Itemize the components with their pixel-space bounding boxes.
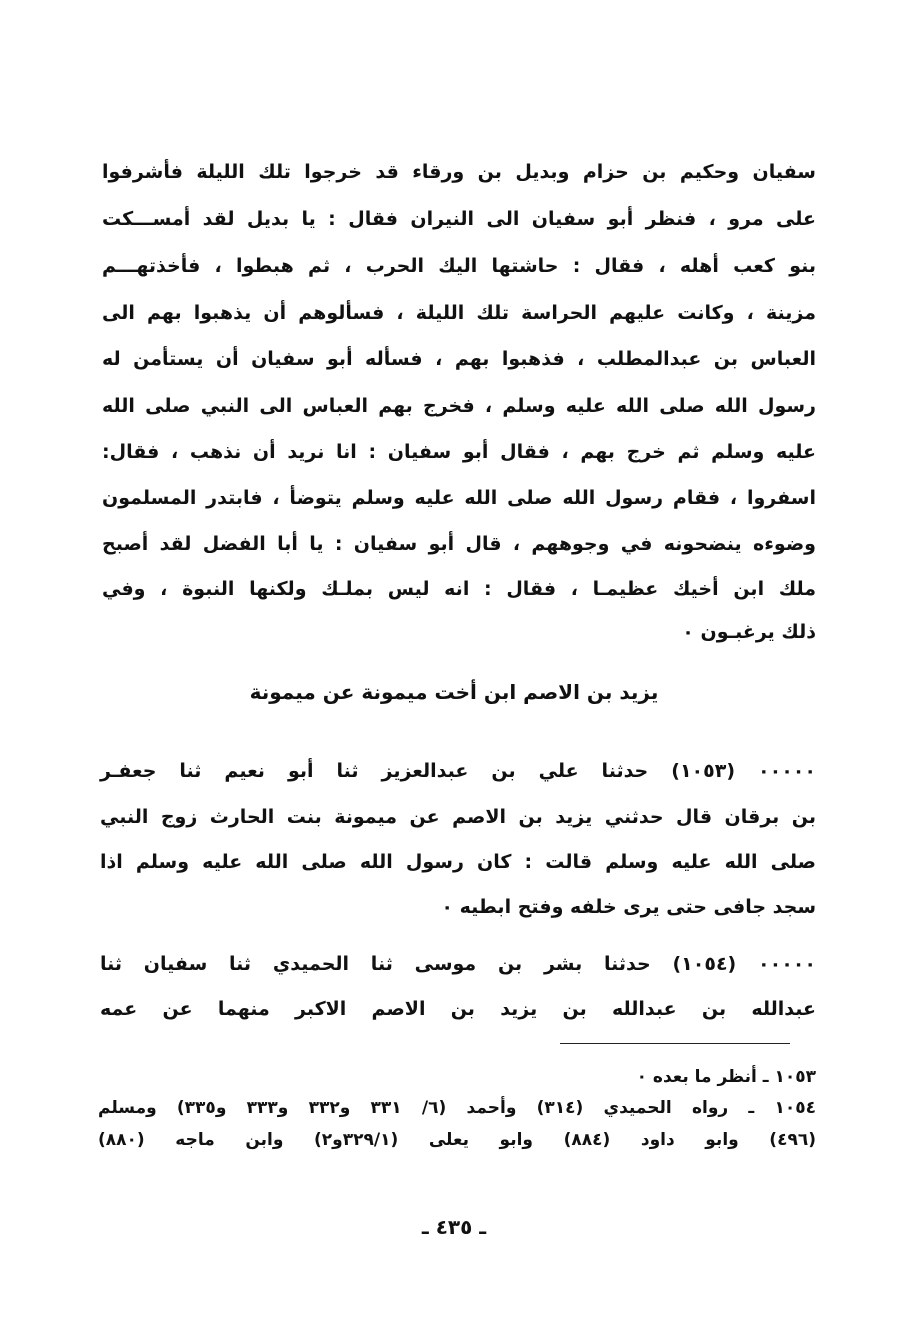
- text-line: اسفروا ، فقام رسول الله صلى الله عليه وسلم يتوضأ ، فابتدر المسلمون: [102, 487, 816, 509]
- text-line: مزينة ، وكانت عليهم الحراسة تلك الليلة ، فسألوهم أن يذهبوا بهم الى: [102, 302, 816, 324]
- footnote-1054-continued: (٤٩٦) وابو داود (٨٨٤) وابو يعلى (٣٢٩/١و٢) وابن ماجه (٨٨٠): [98, 1130, 816, 1150]
- footnote-separator: [560, 1043, 790, 1044]
- footnote-1054: ١٠٥٤ ـ رواه الحميدي (٣١٤) وأحمد (٦/ ٣٣١ و٣٣٢ و٣٣٣ و٣٣٥) ومسلم: [98, 1098, 816, 1118]
- text-line: على مرو ، فنظر أبو سفيان الى النيران فقال : يا بديل لقد أمســـكت: [102, 208, 816, 230]
- section-heading: يزيد بن الاصم ابن أخت ميمونة عن ميمونة: [249, 680, 659, 704]
- text-line: ذلك يرغبـون ٠: [682, 621, 816, 643]
- text-line: ملك ابن أخيك عظيمـا ، فقال : انه ليس بملـك ولكنها النبوة ، وفي: [102, 578, 816, 600]
- text-line: بنو كعب أهله ، فقال : حاشتها اليك الحرب ، ثم هبطوا ، فأخذتهـــم: [102, 255, 816, 277]
- text-line: ٠٠٠٠٠ (١٠٥٣) حدثنا علي بن عبدالعزيز ثنا أبو نعيم ثنا جعفـر: [100, 760, 816, 782]
- text-line: صلى الله عليه وسلم قالت : كان رسول الله صلى الله عليه وسلم اذا: [100, 851, 816, 873]
- text-line: وضوءه ينضحونه في وجوههم ، قال أبو سفيان : يا أبا الفضل لقد أصبح: [102, 533, 816, 555]
- text-line: رسول الله صلى الله عليه وسلم ، فخرج بهم العباس الى النبي صلى الله: [102, 395, 816, 417]
- page-number: ـ ٤٣٥ ـ: [421, 1215, 487, 1239]
- footnote-1053: ١٠٥٣ ـ أنظر ما بعده ٠: [636, 1067, 816, 1087]
- text-line: عبدالله بن عبدالله بن يزيد بن الاصم الاكبر منهما عن عمه: [100, 998, 816, 1020]
- text-line: سجد جافى حتى يرى خلفه وفتح ابطيه ٠: [441, 896, 816, 918]
- text-line: سفيان وحكيم بن حزام وبديل بن ورقاء قد خرجوا تلك الليلة فأشرفوا: [102, 161, 816, 183]
- text-line: عليه وسلم ثم خرج بهم ، فقال أبو سفيان : انا نريد أن نذهب ، فقال:: [102, 441, 816, 463]
- text-line: بن برقان قال حدثني يزيد بن الاصم عن ميمونة بنت الحارث زوج النبي: [100, 806, 816, 828]
- text-line: ٠٠٠٠٠ (١٠٥٤) حدثنا بشر بن موسى ثنا الحميدي ثنا سفيان ثنا: [100, 953, 816, 975]
- text-line: العباس بن عبدالمطلب ، فذهبوا بهم ، فسأله أبو سفيان أن يستأمن له: [102, 348, 816, 370]
